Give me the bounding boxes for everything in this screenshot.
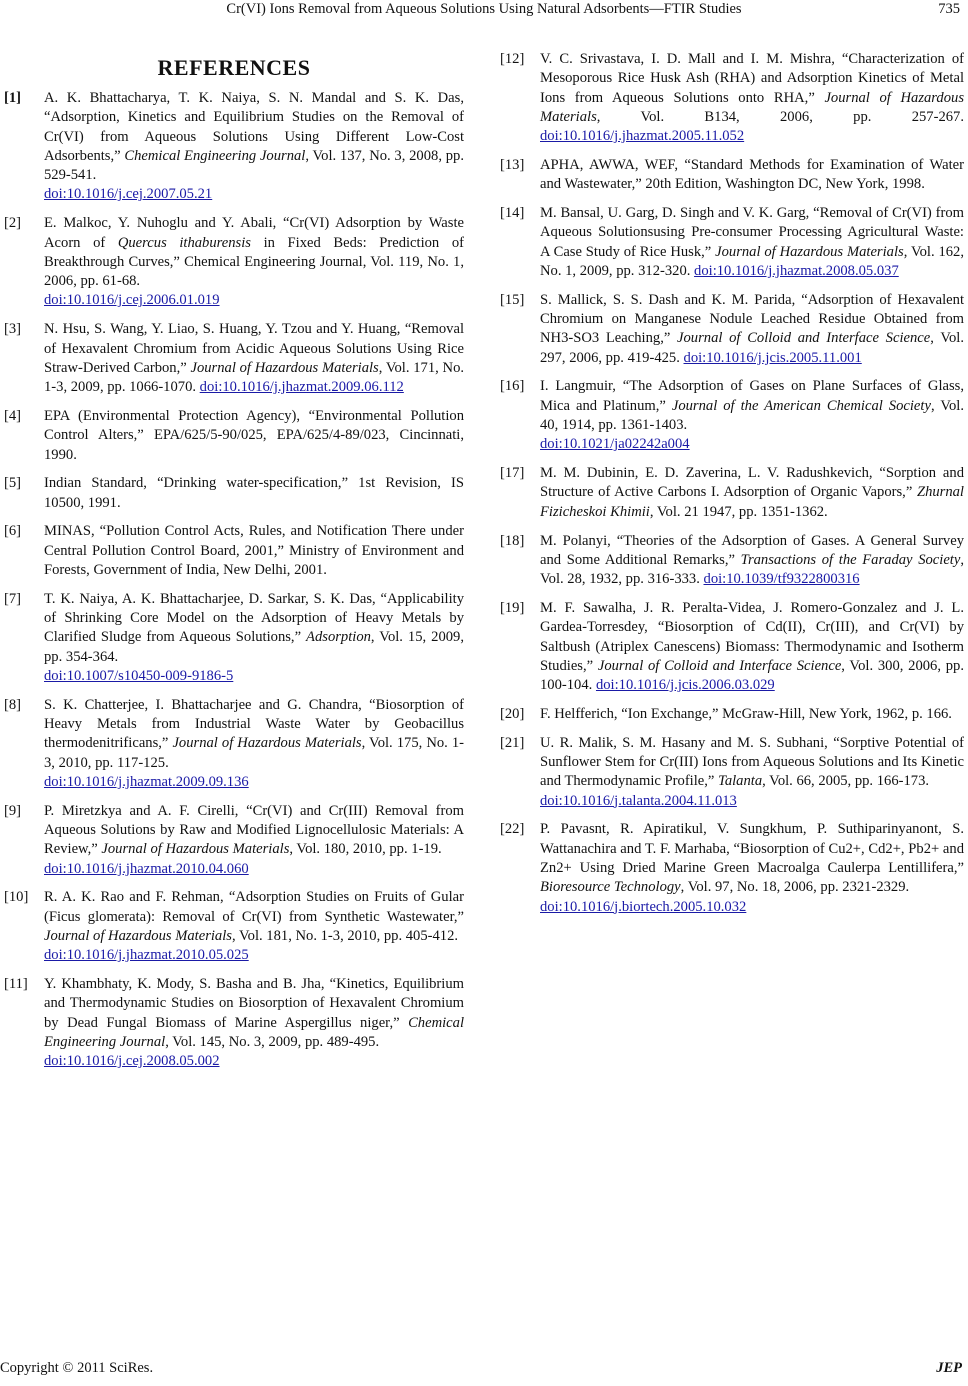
reference-number: [8]	[4, 696, 22, 713]
reference-text	[44, 474, 464, 513]
reference-number: [11]	[4, 976, 28, 993]
reference-entry	[4, 407, 464, 465]
reference-entry	[500, 532, 964, 590]
reference-number: [13]	[500, 156, 525, 173]
doi-link[interactable]: doi:10.1016/j.cej.2008.05.002	[44, 1053, 220, 1070]
reference-details: , Vol. 145, No. 3, 2009, pp. 489-495.	[165, 1034, 380, 1051]
reference-text	[44, 802, 464, 879]
reference-number: [2]	[4, 215, 22, 232]
reference-details: , Vol. 180, 2010, pp. 1-19.	[289, 841, 442, 858]
reference-journal: Journal of Colloid and Interface Science	[677, 330, 931, 347]
reference-entry	[4, 89, 464, 205]
reference-authors-title: Indian Standard, “Drinking water-specification,” 1st Revision, IS 10500, 1991.	[44, 475, 464, 511]
reference-entry	[500, 705, 964, 724]
reference-authors-title: M. Bansal, U. Garg, D. Singh and V. K. Garg, “Removal of Cr(VI) from Aqueous Solutionsusing Pre-consumer Processing Agricultural Waste: A Case Study of Rice Husk,”	[540, 205, 964, 260]
reference-text	[44, 89, 464, 205]
copyright-notice: Copyright © 2011 SciRes.	[0, 1360, 154, 1376]
reference-entry	[4, 522, 464, 580]
reference-text	[44, 522, 464, 580]
reference-authors-title: U. R. Malik, S. M. Hasany and M. S. Subhani, “Sorptive Potential of Sunflower Stem for Cr(III) Ions from Aqueous Solutions and Its Kinetic and Thermodynamic Profile,”	[540, 734, 964, 790]
reference-journal: Journal of Colloid and Interface Science	[597, 657, 842, 674]
reference-number: [16]	[500, 378, 525, 395]
reference-journal: Adsorption	[306, 629, 371, 646]
reference-journal: Journal of Hazardous Materials	[715, 243, 904, 260]
reference-details: , Vol. 181, No. 1-3, 2010, pp. 405-412.	[231, 928, 459, 945]
doi-link[interactable]: doi:10.1016/j.cej.2006.01.019	[44, 292, 220, 309]
reference-details: , Vol. 137, No. 3, 2008, pp. 529-541.	[44, 147, 464, 184]
reference-details: in Fixed Beds: Prediction of Breakthrough Curves,” Chemical Engineering Journal, Vol. 119, No. 1, 2006, pp. 61-68.	[44, 234, 464, 290]
reference-number: [12]	[500, 51, 525, 67]
reference-details: , Vol. 297, 2006, pp. 419-425.	[540, 330, 965, 366]
reference-authors-title: F. Helfferich, “Ion Exchange,” McGraw-Hill, New York, 1962, p. 166.	[540, 705, 952, 722]
running-title: Cr(VI) Ions Removal from Aqueous Solutions Using Natural Adsorbents—FTIR Studies	[226, 1, 742, 17]
journal-abbreviation: JEP	[936, 1360, 962, 1376]
reference-journal: Chemical Engineering Journal	[124, 147, 306, 164]
reference-details: , Vol. 21 1947, pp. 1351-1362.	[649, 503, 828, 520]
page-number: 735	[938, 1, 960, 17]
reference-text	[44, 696, 464, 792]
reference-details: , Vol. 171, No. 1-3, 2009, pp. 1066-1070.	[44, 359, 465, 396]
reference-journal: Journal of Hazardous Materials	[101, 841, 290, 858]
reference-entry	[500, 599, 964, 695]
doi-link[interactable]: doi:10.1016/j.jcis.2006.03.029	[595, 677, 775, 694]
reference-entry	[500, 734, 964, 811]
reference-entry	[500, 204, 964, 281]
reference-details: , Vol. 66, 2005, pp. 166-173.	[762, 773, 930, 790]
reference-text	[540, 204, 964, 281]
reference-number: [20]	[500, 705, 525, 722]
reference-text	[44, 320, 464, 397]
reference-journal: Bioresource Technology	[540, 879, 681, 896]
reference-number: [7]	[4, 590, 22, 607]
reference-journal: Journal of Hazardous Materials	[190, 359, 379, 376]
doi-link[interactable]: doi:10.1016/j.jhazmat.2009.06.112	[199, 379, 404, 396]
reference-number: [5]	[4, 475, 22, 492]
reference-text	[44, 590, 464, 686]
doi-link[interactable]: doi:10.1016/j.jhazmat.2010.04.060	[44, 860, 249, 877]
reference-text	[540, 156, 964, 195]
reference-entry	[500, 820, 964, 916]
reference-authors-title: P. Miretzkya and A. F. Cirelli, “Cr(VI) and Cr(III) Removal from Aqueous Solutions by Raw and Modified Lignocellulosic Materials: A Review,”	[44, 802, 464, 858]
reference-journal: Journal of Hazardous Materials	[172, 735, 362, 752]
reference-entry	[500, 291, 964, 368]
reference-text	[540, 599, 964, 695]
reference-text	[44, 975, 464, 1071]
reference-text	[540, 705, 964, 724]
reference-text	[44, 888, 464, 965]
reference-text	[540, 464, 964, 522]
reference-entry	[4, 214, 464, 310]
reference-number: [21]	[500, 734, 525, 751]
reference-number: [10]	[4, 889, 29, 906]
reference-authors-title: I. Langmuir, “The Adsorption of Gases on Plane Surfaces of Glass, Mica and Platinum,”	[540, 378, 964, 414]
reference-details: , Vol. 300, 2006, pp. 100-104.	[540, 657, 964, 694]
reference-number: [17]	[500, 465, 525, 482]
reference-entry	[500, 50, 964, 146]
doi-link[interactable]: doi:10.1021/ja02242a004	[540, 436, 690, 453]
reference-details: , Vol. B134, 2006, pp. 257-267.	[596, 108, 964, 125]
reference-text	[44, 407, 464, 465]
reference-number: [15]	[500, 291, 525, 308]
reference-entry	[4, 590, 464, 686]
reference-entry	[4, 888, 464, 965]
reference-details: , Vol. 97, No. 18, 2006, pp. 2321-2329.	[680, 879, 910, 896]
reference-authors-title: R. A. K. Rao and F. Rehman, “Adsorption Studies on Fruits of Gular (Ficus glomerata): Removal of Cr(VI) from Synthetic Wastewater,”	[44, 889, 464, 925]
reference-authors-title: V. C. Srivastava, I. D. Mall and I. M. Mishra, “Characterization of Mesoporous Rice Husk Ash (RHA) and Adsorption Kinetics of Metal Ions from Aqueous Solutions onto RHA,”	[540, 51, 964, 106]
doi-link[interactable]: doi:10.1016/j.cej.2007.05.21	[44, 186, 213, 203]
reference-details: , Vol. 40, 1914, pp. 1361-1403.	[540, 397, 964, 434]
reference-number: [6]	[4, 523, 22, 540]
reference-details: , Vol. 15, 2009, pp. 354-364.	[44, 629, 464, 665]
reference-authors-title: P. Pavasnt, R. Apiratikul, V. Sungkhum, P. Suthiparinyanont, S. Wattanachira and T. F. Marhaba, “Biosorption of Cu2+, Cd2+, Pb2+ and Zn2+ Using Dried Marine Green Macroalga Caulerpa Lentillifera,”	[540, 821, 964, 876]
reference-journal: Journal of Hazardous Materials	[44, 928, 232, 945]
reference-text	[540, 377, 964, 454]
reference-authors-title: M. M. Dubinin, E. D. Zaverina, L. V. Radushkevich, “Sorption and Structure of Active Carbons I. Adsorption of Organic Vapors,”	[540, 465, 964, 501]
doi-link[interactable]: doi:10.1007/s10450-009-9186-5	[44, 668, 234, 685]
reference-entry	[500, 377, 964, 454]
reference-details: , Vol. 175, No. 1-3, 2010, pp. 117-125.	[44, 735, 464, 771]
reference-authors-title: MINAS, “Pollution Control Acts, Rules, and Notification There under Central Pollution Control Board, 2001,” Ministry of Environment and Forests, Government of India, New Delhi, 2001.	[44, 523, 464, 579]
reference-journal: Journal of Hazardous Materials	[540, 89, 965, 125]
reference-number: [1]	[4, 90, 22, 106]
reference-text	[540, 532, 964, 590]
reference-number: [19]	[500, 599, 525, 616]
reference-text	[44, 214, 464, 310]
references-heading: REFERENCES	[157, 55, 311, 80]
doi-link[interactable]: doi:10.1039/tf9322800316	[703, 571, 860, 588]
reference-number: [4]	[4, 407, 22, 424]
reference-journal: Zhurnal Fizicheskoi Khimii	[540, 484, 964, 520]
doi-link[interactable]: doi:10.1016/j.talanta.2004.11.013	[540, 792, 737, 809]
doi-link[interactable]: doi:10.1016/j.jhazmat.2008.05.037	[694, 262, 899, 279]
reference-authors-title: S. K. Chatterjee, I. Bhattacharjee and G. Chandra, “Biosorption of Heavy Metals from Industrial Waste Water by Geobacillus thermodenitrificans,”	[44, 696, 464, 752]
reference-text	[540, 291, 964, 368]
doi-link[interactable]: doi:10.1016/j.biortech.2005.10.032	[540, 898, 747, 915]
reference-journal: Quercus ithaburensis	[117, 234, 251, 251]
reference-entry	[4, 975, 464, 1071]
reference-journal: Journal of the American Chemical Society	[671, 397, 931, 414]
reference-entry	[4, 802, 464, 879]
reference-journal: Talanta	[718, 773, 763, 790]
left-column	[4, 50, 464, 1081]
doi-link[interactable]: doi:10.1016/j.jcis.2005.11.001	[683, 349, 862, 366]
reference-entry	[500, 464, 964, 522]
reference-number: [14]	[500, 205, 525, 222]
reference-journal: Transactions of the Faraday Society	[740, 551, 961, 568]
reference-number: [22]	[500, 821, 525, 838]
reference-authors-title: APHA, AWWA, WEF, “Standard Methods for Examination of Water and Wastewater,” 20th Edition, Washington DC, New York, 1998.	[540, 156, 964, 193]
reference-text	[540, 50, 964, 146]
reference-entry	[4, 320, 464, 397]
reference-text	[540, 820, 964, 916]
reference-authors-title: M. Polanyi, “Theories of the Adsorption of Gases. A General Survey and Some Additional Remarks,”	[540, 532, 964, 568]
running-head	[0, 0, 968, 20]
reference-authors-title: N. Hsu, S. Wang, Y. Liao, S. Huang, Y. Tzou and Y. Huang, “Removal of Hexavalent Chromium from Acidic Aqueous Solutions Using Rice Straw-Derived Carbon,”	[44, 321, 464, 376]
reference-authors-title: M. F. Sawalha, J. R. Peralta-Videa, J. Romero-Gonzalez and J. L. Gardea-Torresdey, “Biosorption of Cd(II), Cr(III), and Cr(VI) by Saltbush (Atriplex Canescens) Biomass: Thermodynamic and Isotherm Studies,”	[540, 599, 964, 674]
reference-journal: Chemical Engineering Journal	[44, 1014, 464, 1051]
doi-link[interactable]: doi:10.1016/j.jhazmat.2009.09.136	[44, 774, 249, 790]
reference-details: , Vol. 28, 1932, pp. 316-333.	[540, 551, 964, 588]
reference-text	[540, 734, 964, 811]
reference-authors-title: S. Mallick, S. S. Dash and K. M. Parida, “Adsorption of Hexavalent Chromium on Manganese Nodule Leached Residue Obtained from NH3-SO3 Leaching,”	[540, 291, 964, 347]
reference-authors-title: E. Malkoc, Y. Nuhoglu and Y. Abali, “Cr(VI) Adsorption by Waste Acorn of	[44, 215, 464, 251]
reference-number: [9]	[4, 802, 22, 819]
reference-authors-title: EPA (Environmental Protection Agency), “Environmental Pollution Control Alters,” EPA/625/5-90/025, EPA/625/4-89/023, Cincinnati, 1990.	[44, 407, 464, 463]
reference-entry	[4, 474, 464, 513]
doi-link[interactable]: doi:10.1016/j.jhazmat.2010.05.025	[44, 947, 249, 964]
reference-authors-title: A. K. Bhattacharya, T. K. Naiya, S. N. Mandal and S. K. Das, “Adsorption, Kinetics and Equilibrium Studies on the Removal of Cr(VI) from Aqueous Solutions Using Different Low-Cost Adsorbents,”	[44, 90, 464, 164]
reference-authors-title: T. K. Naiya, A. K. Bhattacharjee, D. Sarkar, S. K. Das, “Applicability of Shrinking Core Model on the Adsorption of Heavy Metals by Clarified Sludge from Aqueous Solutions,”	[44, 590, 464, 646]
reference-entry	[500, 156, 964, 195]
reference-number: [18]	[500, 532, 525, 549]
reference-entry	[4, 696, 464, 792]
reference-authors-title: Y. Khambhaty, K. Mody, S. Basha and B. Jha, “Kinetics, Equilibrium and Thermodynamic Studies on Biosorption of Hexavalent Chromium by Dead Fungal Biomass of Marine Aspergillus niger,”	[44, 976, 464, 1031]
reference-details: , Vol. 162, No. 1, 2009, pp. 312-320.	[540, 243, 964, 279]
right-column	[500, 50, 964, 926]
doi-link[interactable]: doi:10.1016/j.jhazmat.2005.11.052	[540, 128, 745, 145]
page-footer	[0, 1360, 968, 1380]
reference-number: [3]	[4, 321, 22, 338]
